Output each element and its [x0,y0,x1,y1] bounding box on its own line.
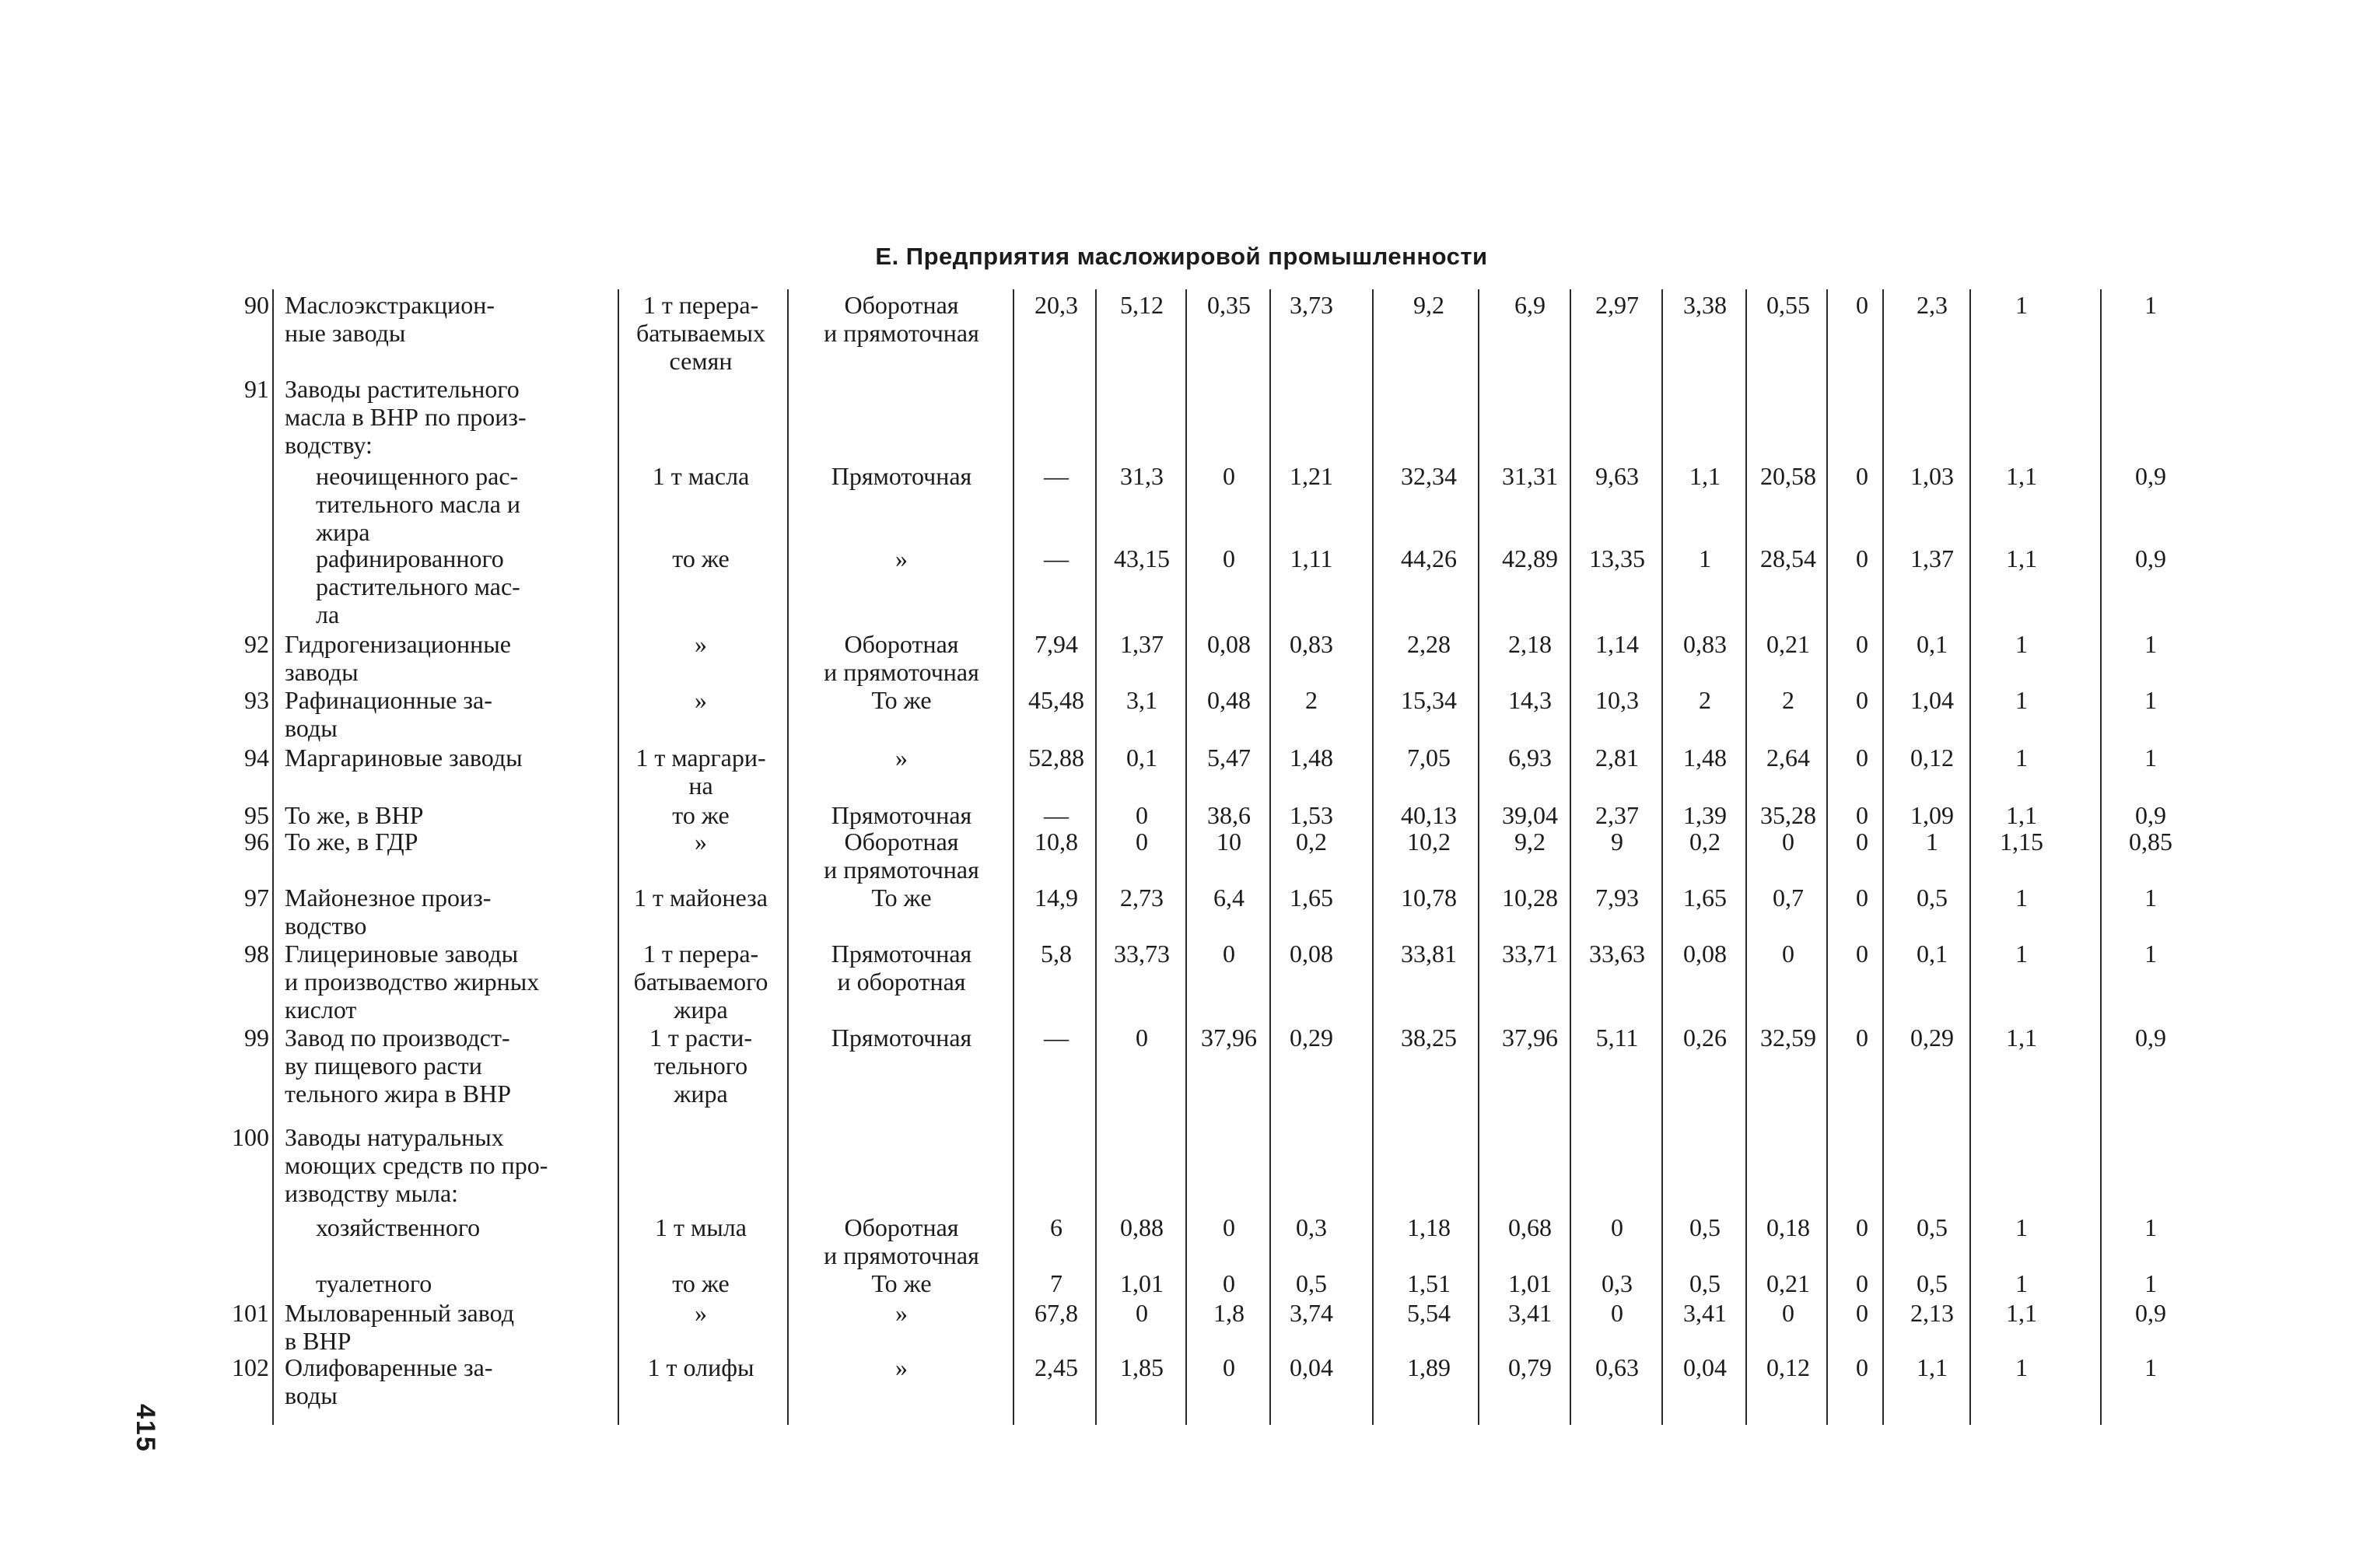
row-value: 0,48 [1207,686,1251,714]
row-value: 37,96 [1201,1024,1257,1052]
row-value: 1 [2144,940,2157,968]
row-value: 10,3 [1595,686,1639,714]
row-value: 0 [1223,462,1235,490]
column-rule [1882,289,1884,1425]
row-value: 1 [2144,686,2157,714]
row-value: 0,5 [1917,1213,1948,1241]
row-value: 0,55 [1766,291,1810,319]
row-value: 0 [1856,462,1868,490]
column-rule [2100,289,2102,1425]
row-value: 1 [1926,828,1938,856]
column-rule [1095,289,1097,1425]
column-rule [1478,289,1479,1425]
row-unit: 1 т мыла [655,1213,747,1241]
row-value: 1,89 [1407,1353,1451,1381]
row-value: 38,25 [1401,1024,1457,1052]
row-value: 0,83 [1683,630,1727,658]
row-value: 1 [2015,291,2028,319]
row-value: 1 [2144,1213,2157,1241]
column-rule [618,289,619,1425]
row-value: 0,5 [1689,1269,1721,1297]
row-value: 2,64 [1766,744,1810,772]
row-name: Мыловаренный завод в ВНР [285,1299,514,1355]
row-number: 99 [244,1024,269,1052]
row-value: 1,48 [1290,744,1333,772]
row-value: 1,1 [2006,544,2037,572]
row-value: 1,1 [2006,1024,2037,1052]
row-name: То же, в ГДР [285,828,418,856]
row-value: 0 [1856,630,1868,658]
row-unit: 1 т перера- батываемых семян [636,291,765,375]
row-value: 7,94 [1034,630,1078,658]
row-value: 1 [2015,1269,2028,1297]
row-value: 0,63 [1595,1353,1639,1381]
row-value: 0,9 [2135,1299,2166,1327]
row-name: Глицериновые заводы и производство жирных кислот [285,940,540,1024]
row-value: 20,3 [1034,291,1078,319]
row-value: 9 [1611,828,1623,856]
row-value: 0 [1782,940,1794,968]
row-value: 1 [2015,1213,2028,1241]
row-value: 1,65 [1290,884,1333,912]
row-value: 1,09 [1910,801,1954,829]
row-value: 1 [2015,940,2028,968]
row-value: 0,2 [1689,828,1721,856]
row-value: 2,13 [1910,1299,1954,1327]
row-value: 2,81 [1595,744,1639,772]
row-water-scheme: Прямоточная [831,1024,972,1052]
row-number: 100 [232,1123,269,1151]
row-number: 93 [244,686,269,714]
row-value: 0 [1856,1299,1868,1327]
row-value: 6 [1050,1213,1062,1241]
row-value: — [1044,801,1069,829]
row-value: 0 [1223,544,1235,572]
row-value: 38,6 [1207,801,1251,829]
row-value: 0 [1782,1299,1794,1327]
row-value: 7,93 [1595,884,1639,912]
row-value: 2,37 [1595,801,1639,829]
row-value: 0,08 [1290,940,1333,968]
row-value: 6,9 [1514,291,1546,319]
row-value: 0,5 [1917,884,1948,912]
row-name: туалетного [316,1269,432,1297]
row-value: 0,9 [2135,462,2166,490]
row-value: 10,8 [1034,828,1078,856]
row-value: 37,96 [1502,1024,1558,1052]
column-rule [1372,289,1374,1425]
row-value: 3,73 [1290,291,1333,319]
row-water-scheme: То же [871,686,932,714]
row-value: 0,9 [2135,544,2166,572]
row-value: 0 [1856,291,1868,319]
row-value: 14,3 [1508,686,1552,714]
row-value: 13,35 [1589,544,1645,572]
row-value: 2,3 [1917,291,1948,319]
row-value: 32,34 [1401,462,1457,490]
row-value: 0,1 [1917,630,1948,658]
row-value: 33,81 [1401,940,1457,968]
row-value: — [1044,1024,1069,1052]
row-value: 1,15 [2000,828,2043,856]
row-value: 1,37 [1120,630,1164,658]
row-value: 0 [1856,1269,1868,1297]
row-name: Заводы растительного масла в ВНР по произ- водству: [285,375,527,459]
column-rule [272,289,274,1425]
column-rule [1269,289,1271,1425]
row-value: 0 [1223,940,1235,968]
row-value: 0,79 [1508,1353,1552,1381]
row-value: 1,03 [1910,462,1954,490]
row-value: 1,1 [1917,1353,1948,1381]
row-value: 1,11 [1290,544,1333,572]
row-value: 2 [1699,686,1711,714]
row-value: 1,21 [1290,462,1333,490]
row-value: 35,28 [1760,801,1816,829]
row-number: 94 [244,744,269,772]
row-value: 0 [1856,1024,1868,1052]
row-number: 102 [232,1353,269,1381]
row-water-scheme: Прямоточная [831,801,972,829]
row-value: 0,85 [2129,828,2172,856]
row-value: 0 [1136,1024,1148,1052]
row-unit: 1 т олифы [647,1353,754,1381]
row-name: Маслоэкстракцион- ные заводы [285,291,495,347]
row-value: 1 [2144,884,2157,912]
row-value: 0,5 [1296,1269,1327,1297]
row-name: Гидрогенизационные заводы [285,630,511,686]
row-value: 43,15 [1114,544,1170,572]
row-value: 0,3 [1602,1269,1633,1297]
row-value: 1,14 [1595,630,1639,658]
column-rule [1969,289,1971,1425]
column-rule [1745,289,1747,1425]
row-water-scheme: Оборотная и прямоточная [824,630,979,686]
row-value: 0,3 [1296,1213,1327,1241]
row-value: 10,28 [1502,884,1558,912]
row-name: рафинированного растительного мас- ла [316,544,520,628]
row-value: 0,08 [1207,630,1251,658]
row-value: 40,13 [1401,801,1457,829]
row-value: 0 [1611,1213,1623,1241]
row-value: 6,4 [1213,884,1245,912]
row-value: 14,9 [1034,884,1078,912]
row-number: 90 [244,291,269,319]
row-value: — [1044,544,1069,572]
row-number: 96 [244,828,269,856]
row-value: 5,54 [1407,1299,1451,1327]
row-value: 45,48 [1028,686,1084,714]
row-value: 1 [2015,1353,2028,1381]
row-value: 5,47 [1207,744,1251,772]
row-unit: » [695,630,707,658]
row-unit: » [695,686,707,714]
row-value: 15,34 [1401,686,1457,714]
row-value: 1,48 [1683,744,1727,772]
row-value: 1,1 [2006,462,2037,490]
row-number: 92 [244,630,269,658]
row-value: 1,1 [2006,1299,2037,1327]
row-name: Рафинационные за- воды [285,686,492,742]
column-rule [1826,289,1828,1425]
row-value: 0,88 [1120,1213,1164,1241]
row-value: 0 [1856,940,1868,968]
column-rule [1570,289,1571,1425]
row-value: 2 [1782,686,1794,714]
row-value: 31,31 [1502,462,1558,490]
row-value: 1,18 [1407,1213,1451,1241]
row-value: 9,63 [1595,462,1639,490]
row-value: 32,59 [1760,1024,1816,1052]
row-value: 0,04 [1290,1353,1333,1381]
row-value: 1,39 [1683,801,1727,829]
row-value: 0,29 [1290,1024,1333,1052]
row-value: 5,11 [1595,1024,1639,1052]
row-value: 1,1 [1689,462,1721,490]
row-value: 1 [2015,744,2028,772]
row-number: 98 [244,940,269,968]
row-value: 0 [1782,828,1794,856]
row-value: 42,89 [1502,544,1558,572]
row-value: 6,93 [1508,744,1552,772]
row-value: 0,21 [1766,1269,1810,1297]
row-value: 0,83 [1290,630,1333,658]
row-water-scheme: Оборотная и прямоточная [824,1213,979,1269]
row-value: 0,29 [1910,1024,1954,1052]
row-value: 1 [2015,630,2028,658]
row-value: 10,2 [1407,828,1451,856]
row-number: 95 [244,801,269,829]
row-water-scheme: То же [871,1269,932,1297]
row-unit: 1 т маргари- на [635,744,766,800]
row-value: 0 [1856,1213,1868,1241]
row-value: 10,78 [1401,884,1457,912]
row-water-scheme: Оборотная и прямоточная [824,291,979,347]
row-value: 2,97 [1595,291,1639,319]
row-water-scheme: Прямоточная [831,462,972,490]
row-value: 67,8 [1034,1299,1078,1327]
row-value: 3,1 [1126,686,1157,714]
row-value: 3,41 [1683,1299,1727,1327]
row-value: 0,1 [1917,940,1948,968]
row-value: 5,12 [1120,291,1164,319]
row-value: 0 [1223,1353,1235,1381]
row-value: 1 [2015,686,2028,714]
row-value: 0 [1136,828,1148,856]
row-value: 1 [2015,884,2028,912]
row-value: 2 [1305,686,1318,714]
row-value: 1 [2144,1353,2157,1381]
row-water-scheme: » [895,1299,908,1327]
row-value: 0,18 [1766,1213,1810,1241]
row-water-scheme: Оборотная и прямоточная [824,828,979,884]
row-value: 0 [1856,828,1868,856]
row-value: 0,26 [1683,1024,1727,1052]
column-rule [1661,289,1663,1425]
row-value: 0,12 [1766,1353,1810,1381]
row-value: 0,08 [1683,940,1727,968]
row-number: 101 [232,1299,269,1327]
row-unit: 1 т перера- батываемого жира [633,940,768,1024]
row-value: 1,51 [1407,1269,1451,1297]
row-value: 0 [1223,1213,1235,1241]
row-value: 7,05 [1407,744,1451,772]
row-value: 0 [1136,801,1148,829]
row-name: Майонезное произ- водство [285,884,492,940]
row-unit: » [695,828,707,856]
row-name: То же, в ВНР [285,801,424,829]
row-water-scheme: » [895,744,908,772]
row-value: 2,18 [1508,630,1552,658]
row-value: 33,73 [1114,940,1170,968]
row-value: 1 [2144,630,2157,658]
row-name: хозяйственного [316,1213,481,1241]
row-unit: 1 т майонеза [634,884,768,912]
row-value: 0 [1856,884,1868,912]
row-name: неочищенного рас- тительного масла и жира [316,462,521,546]
row-value: 31,3 [1120,462,1164,490]
row-name: Олифоваренные за- воды [285,1353,493,1409]
row-value: 1,1 [2006,801,2037,829]
row-number: 91 [244,375,269,403]
row-value: 0 [1611,1299,1623,1327]
row-value: 0 [1856,686,1868,714]
row-value: 0,35 [1207,291,1251,319]
row-value: 0,5 [1689,1213,1721,1241]
row-value: 9,2 [1413,291,1444,319]
row-value: 0 [1856,744,1868,772]
row-value: 10 [1217,828,1241,856]
row-value: 0 [1856,544,1868,572]
row-name: Заводы натуральных моющих средств по про- изводству мыла: [285,1123,548,1207]
row-value: 1 [2144,291,2157,319]
row-value: 1,01 [1120,1269,1164,1297]
row-value: 3,74 [1290,1299,1333,1327]
row-value: 0,68 [1508,1213,1552,1241]
row-value: 44,26 [1401,544,1457,572]
row-water-scheme: Прямоточная и оборотная [831,940,972,996]
row-unit: 1 т масла [652,462,750,490]
column-rule [1185,289,1187,1425]
row-value: 5,8 [1041,940,1072,968]
row-value: 28,54 [1760,544,1816,572]
row-value: 0 [1856,1353,1868,1381]
row-value: 33,63 [1589,940,1645,968]
row-number: 97 [244,884,269,912]
row-value: 0 [1856,801,1868,829]
row-unit: 1 т расти- тельного жира [649,1024,753,1108]
row-value: 0,04 [1683,1353,1727,1381]
row-value: 0,7 [1773,884,1804,912]
row-value: 39,04 [1502,801,1558,829]
row-water-scheme: » [895,544,908,572]
row-unit: » [695,1299,707,1327]
row-value: 1,8 [1213,1299,1245,1327]
row-value: 0,5 [1917,1269,1948,1297]
row-value: 1,65 [1683,884,1727,912]
row-value: 0,2 [1296,828,1327,856]
row-value: 1,04 [1910,686,1954,714]
row-value: 2,28 [1407,630,1451,658]
row-value: 1,01 [1508,1269,1552,1297]
row-value: 1 [2144,744,2157,772]
row-value: 1 [2144,1269,2157,1297]
row-value: 0 [1223,1269,1235,1297]
row-water-scheme: То же [871,884,932,912]
row-value: 0,9 [2135,1024,2166,1052]
row-value: 1,85 [1120,1353,1164,1381]
row-value: 2,73 [1120,884,1164,912]
row-value: 52,88 [1028,744,1084,772]
row-value: 3,38 [1683,291,1727,319]
row-value: 1,37 [1910,544,1954,572]
row-value: 0 [1136,1299,1148,1327]
row-value: 7 [1050,1269,1062,1297]
row-value: 20,58 [1760,462,1816,490]
row-name: Завод по производст- ву пищевого расти тельного жира в ВНР [285,1024,511,1108]
row-value: 0,12 [1910,744,1954,772]
row-value: 1 [1699,544,1711,572]
row-value: 0,21 [1766,630,1810,658]
row-unit: то же [672,1269,730,1297]
row-unit: то же [672,801,730,829]
section-title: Е. Предприятия масложировой промышленности [875,243,1488,270]
page-number: 415 [131,1404,160,1453]
row-value: 3,41 [1508,1299,1552,1327]
row-value: 0,9 [2135,801,2166,829]
row-value: — [1044,462,1069,490]
row-value: 9,2 [1514,828,1546,856]
row-unit: то же [672,544,730,572]
row-value: 1,53 [1290,801,1333,829]
row-water-scheme: » [895,1353,908,1381]
row-value: 2,45 [1034,1353,1078,1381]
row-name: Маргариновые заводы [285,744,523,772]
row-value: 0,1 [1126,744,1157,772]
row-value: 33,71 [1502,940,1558,968]
